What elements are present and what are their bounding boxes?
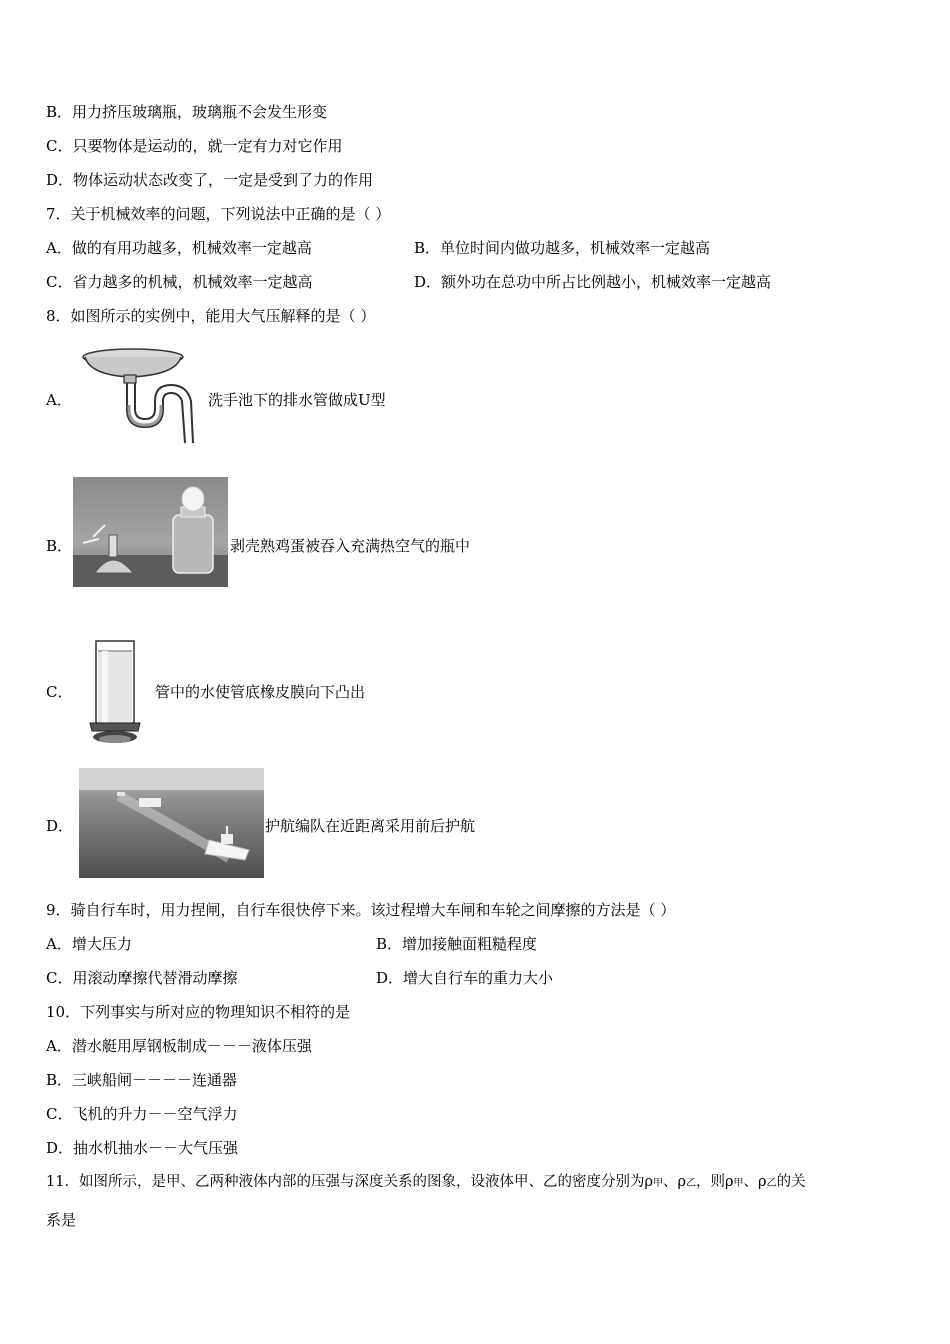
q11-rho-jia-2: ρ甲	[725, 1174, 744, 1190]
q10-stem: 10．下列事实与所对应的物理知识不相符的是	[46, 1003, 351, 1021]
tube-membrane-figure	[84, 637, 150, 745]
q10-option-d: D．抽水机抽水－－大气压强	[46, 1139, 239, 1157]
q11-rho-yi-2: ρ乙	[758, 1174, 777, 1190]
q10-option-a: A．潜水艇用厚钢板制成－－－液体压强	[46, 1037, 312, 1055]
q8-option-c-text: 管中的水使管底橡皮膜向下凸出	[155, 683, 366, 701]
q7-option-a: A．做的有用功越多，机械效率一定越高	[46, 239, 312, 257]
q9-stem: 9．骑自行车时，用力捏闸，自行车很快停下来。该过程增大车闸和车轮之间摩擦的方法是（ ）	[46, 901, 676, 919]
q8-option-d-label: D．	[46, 817, 74, 835]
q11-stem: 11．如图所示，是甲、乙两种液体内部的压强与深度关系的图象，设液体甲、乙的密度分别为ρ甲、ρ乙，则ρ甲、ρ乙的关	[46, 1174, 806, 1190]
q10-option-c: C．飞机的升力－－空气浮力	[46, 1105, 238, 1123]
q10-option-b: B．三峡船闸－－－－连通器	[46, 1071, 238, 1089]
egg-bottle-photo	[73, 477, 228, 587]
q11-stem-part3: 的关	[776, 1174, 806, 1190]
q8-option-d-text: 护航编队在近距离采用前后护航	[265, 817, 476, 835]
q9-option-b: B．增加接触面粗糙程度	[376, 935, 538, 953]
q6-option-d: D．物体运动状态改变了，一定是受到了力的作用	[46, 171, 374, 189]
q7-stem: 7．关于机械效率的问题，下列说法中正确的是（ ）	[46, 205, 391, 223]
q11-stem-part1: 11．如图所示，是甲、乙两种液体内部的压强与深度关系的图象，设液体甲、乙的密度分别为	[46, 1174, 645, 1190]
q9-option-c: C．用滚动摩擦代替滑动摩擦	[46, 969, 238, 987]
sink-u-trap-figure	[80, 345, 208, 445]
q8-option-a-label: A．	[46, 391, 72, 409]
q8-stem: 8．如图所示的实例中，能用大气压解释的是（ ）	[46, 307, 376, 325]
q11-rho-yi: ρ乙	[677, 1174, 697, 1190]
q9-option-d: D．增大自行车的重力大小	[376, 969, 554, 987]
q8-option-a-text: 洗手池下的排水管做成U型	[208, 391, 386, 409]
q11-rho-jia: ρ甲	[644, 1174, 663, 1190]
q6-option-c: C．只要物体是运动的，就一定有力对它作用	[46, 137, 343, 155]
q7-option-b: B．单位时间内做功越多，机械效率一定越高	[414, 239, 711, 257]
q11-stem-line2: 系是	[46, 1211, 77, 1229]
q7-option-d: D．额外功在总功中所占比例越小，机械效率一定越高	[414, 273, 772, 291]
escort-fleet-photo	[79, 768, 264, 878]
q8-option-b-label: B．	[46, 537, 73, 555]
q8-option-c-label: C．	[46, 683, 73, 701]
q8-option-b-text: 剥壳熟鸡蛋被吞入充满热空气的瓶中	[230, 537, 471, 555]
q6-option-b: B．用力挤压玻璃瓶，玻璃瓶不会发生形变	[46, 103, 328, 121]
q7-option-c: C．省力越多的机械，机械效率一定越高	[46, 273, 313, 291]
q9-option-a: A．增大压力	[46, 935, 132, 953]
q11-stem-part2: ，则	[696, 1174, 726, 1190]
